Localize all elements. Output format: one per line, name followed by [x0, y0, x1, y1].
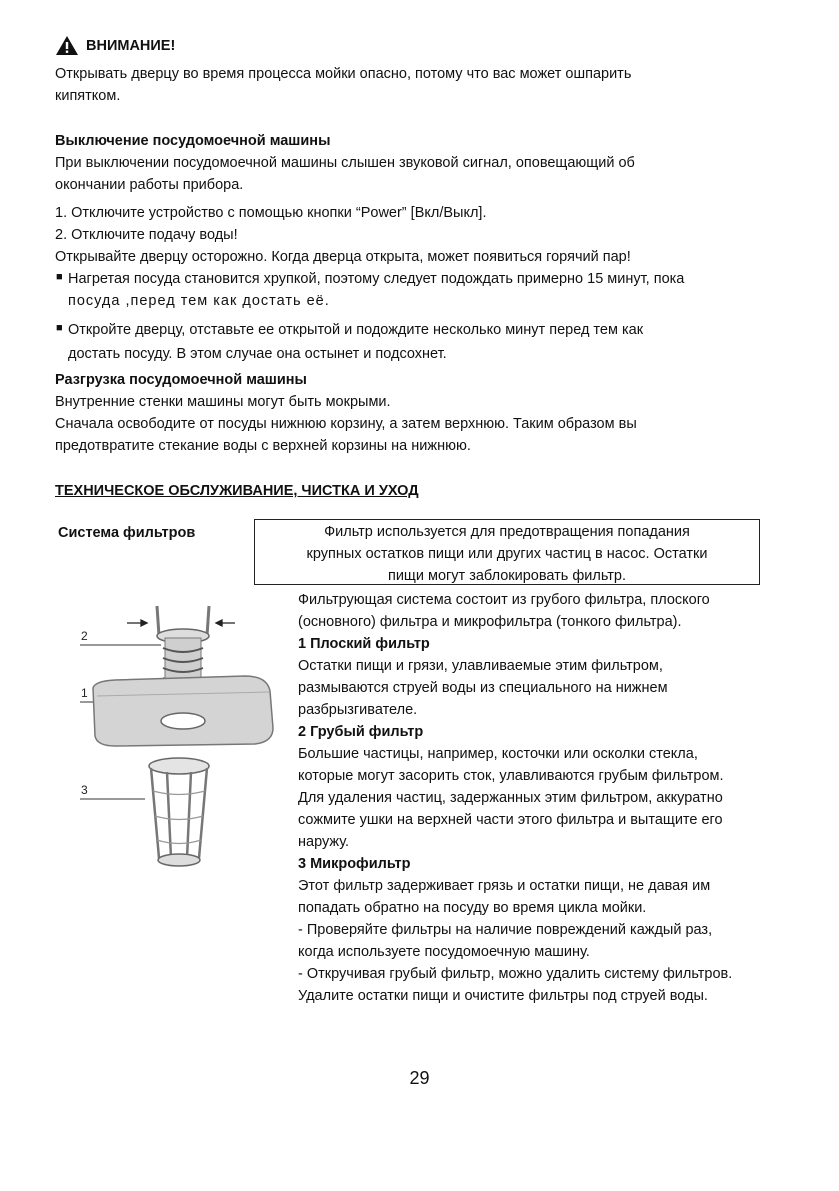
shutdown-intro-line1: При выключении посудомоечной машины слышен звуковой сигнал, оповещающий об: [55, 155, 635, 171]
door-note: Открывайте дверцу осторожно. Когда дверца открыта, может появиться горячий пар!: [55, 249, 631, 265]
filter-text-line: Большие частицы, например, косточки или осколки стекла,: [298, 746, 698, 762]
warning-triangle-icon: [56, 36, 78, 55]
filter-text-line: попадать обратно на посуду во время цикла мойки.: [298, 900, 647, 916]
warning-title: ВНИМАНИЕ!: [86, 37, 176, 54]
warning-text-line1: Открывать дверцу во время процесса мойки опасно, потому что вас может ошпарить: [55, 66, 632, 82]
box-line3: пищи могут заблокировать фильтр.: [387, 568, 627, 584]
bullet-marker: ■: [56, 322, 63, 334]
shutdown-intro-line2: окончании работы прибора.: [55, 177, 244, 193]
flat-filter-heading: 1 Плоский фильтр: [298, 636, 430, 652]
filter-text-line: - Откручивая грубый фильтр, можно удалить систему фильтров.: [298, 966, 733, 982]
unloading-line1: Внутренние стенки машины могут быть мокрыми.: [55, 394, 391, 410]
box-line2: крупных остатков пищи или других частиц в насос. Остатки: [306, 546, 708, 562]
micro-filter-heading: 3 Микрофильтр: [298, 856, 411, 872]
box-line1: Фильтр используется для предотвращения попадания: [324, 524, 690, 540]
figure-label-3: 3: [81, 783, 88, 797]
filter-text-line: разбрызгивателе.: [298, 702, 418, 718]
filter-info-box: [254, 519, 760, 585]
maintenance-title: ТЕХНИЧЕСКОЕ ОБСЛУЖИВАНИЕ, ЧИСТКА И УХОД: [55, 483, 419, 499]
filter-text-line: (основного) фильтра и микрофильтра (тонкого фильтра).: [298, 614, 682, 630]
bullet1-line2: посуда ,перед тем как достать её.: [68, 293, 330, 309]
filter-text-line: Для удаления частиц, задержанных этим фильтром, аккуратно: [298, 790, 723, 806]
page-number: 29: [409, 1068, 430, 1088]
filter-illustration: [75, 596, 285, 886]
filter-system-label: Система фильтров: [58, 525, 196, 541]
figure-label-1: 1: [81, 686, 88, 700]
bullet2-line1: Откройте дверцу, отставьте ее открытой и подождите несколько минут перед тем как: [68, 322, 644, 338]
filter-text-line: - Проверяйте фильтры на наличие повреждений каждый раз,: [298, 922, 713, 938]
bullet-marker: ■: [56, 271, 63, 283]
unloading-heading: Разгрузка посудомоечной машины: [55, 372, 307, 388]
filter-text-line: размываются струей воды из специального на нижнем: [298, 680, 668, 696]
warning-header: [56, 36, 175, 55]
unloading-line2: Сначала освободите от посуды нижнюю корзину, а затем верхнюю. Таким образом вы: [55, 416, 637, 432]
warning-text-line2: кипятком.: [55, 88, 121, 104]
filter-text-line: наружу.: [298, 834, 350, 850]
filter-text-line: которые могут засорить сток, улавливаются грубым фильтром.: [298, 768, 724, 784]
unloading-line3: предотвратите стекание воды с верхней корзины на нижнюю.: [55, 438, 471, 454]
filter-text-line: Остатки пищи и грязи, улавливаемые этим фильтром,: [298, 658, 663, 674]
filter-text-line: Фильтрующая система состоит из грубого фильтра, плоского: [298, 592, 710, 608]
shutdown-step-2: 2. Отключите подачу воды!: [55, 227, 238, 243]
filter-text-line: когда используете посудомоечную машину.: [298, 944, 590, 960]
filter-text-line: Удалите остатки пищи и очистите фильтры под струей воды.: [298, 988, 708, 1004]
shutdown-step-1: 1. Отключите устройство с помощью кнопки “Power” [Вкл/Выкл].: [55, 205, 487, 221]
coarse-filter-heading: 2 Грубый фильтр: [298, 724, 424, 740]
shutdown-heading: Выключение посудомоечной машины: [55, 133, 331, 149]
filter-text-line: сожмите ушки на верхней части этого фильтра и вытащите его: [298, 812, 723, 828]
bullet1-line1: Нагретая посуда становится хрупкой, поэтому следует подождать примерно 15 минут, пока: [68, 271, 685, 287]
filter-text-line: Этот фильтр задерживает грязь и остатки пищи, не давая им: [298, 878, 711, 894]
figure-label-2: 2: [81, 629, 88, 643]
bullet2-line2: достать посуду. В этом случае она остынет и подсохнет.: [68, 346, 447, 362]
